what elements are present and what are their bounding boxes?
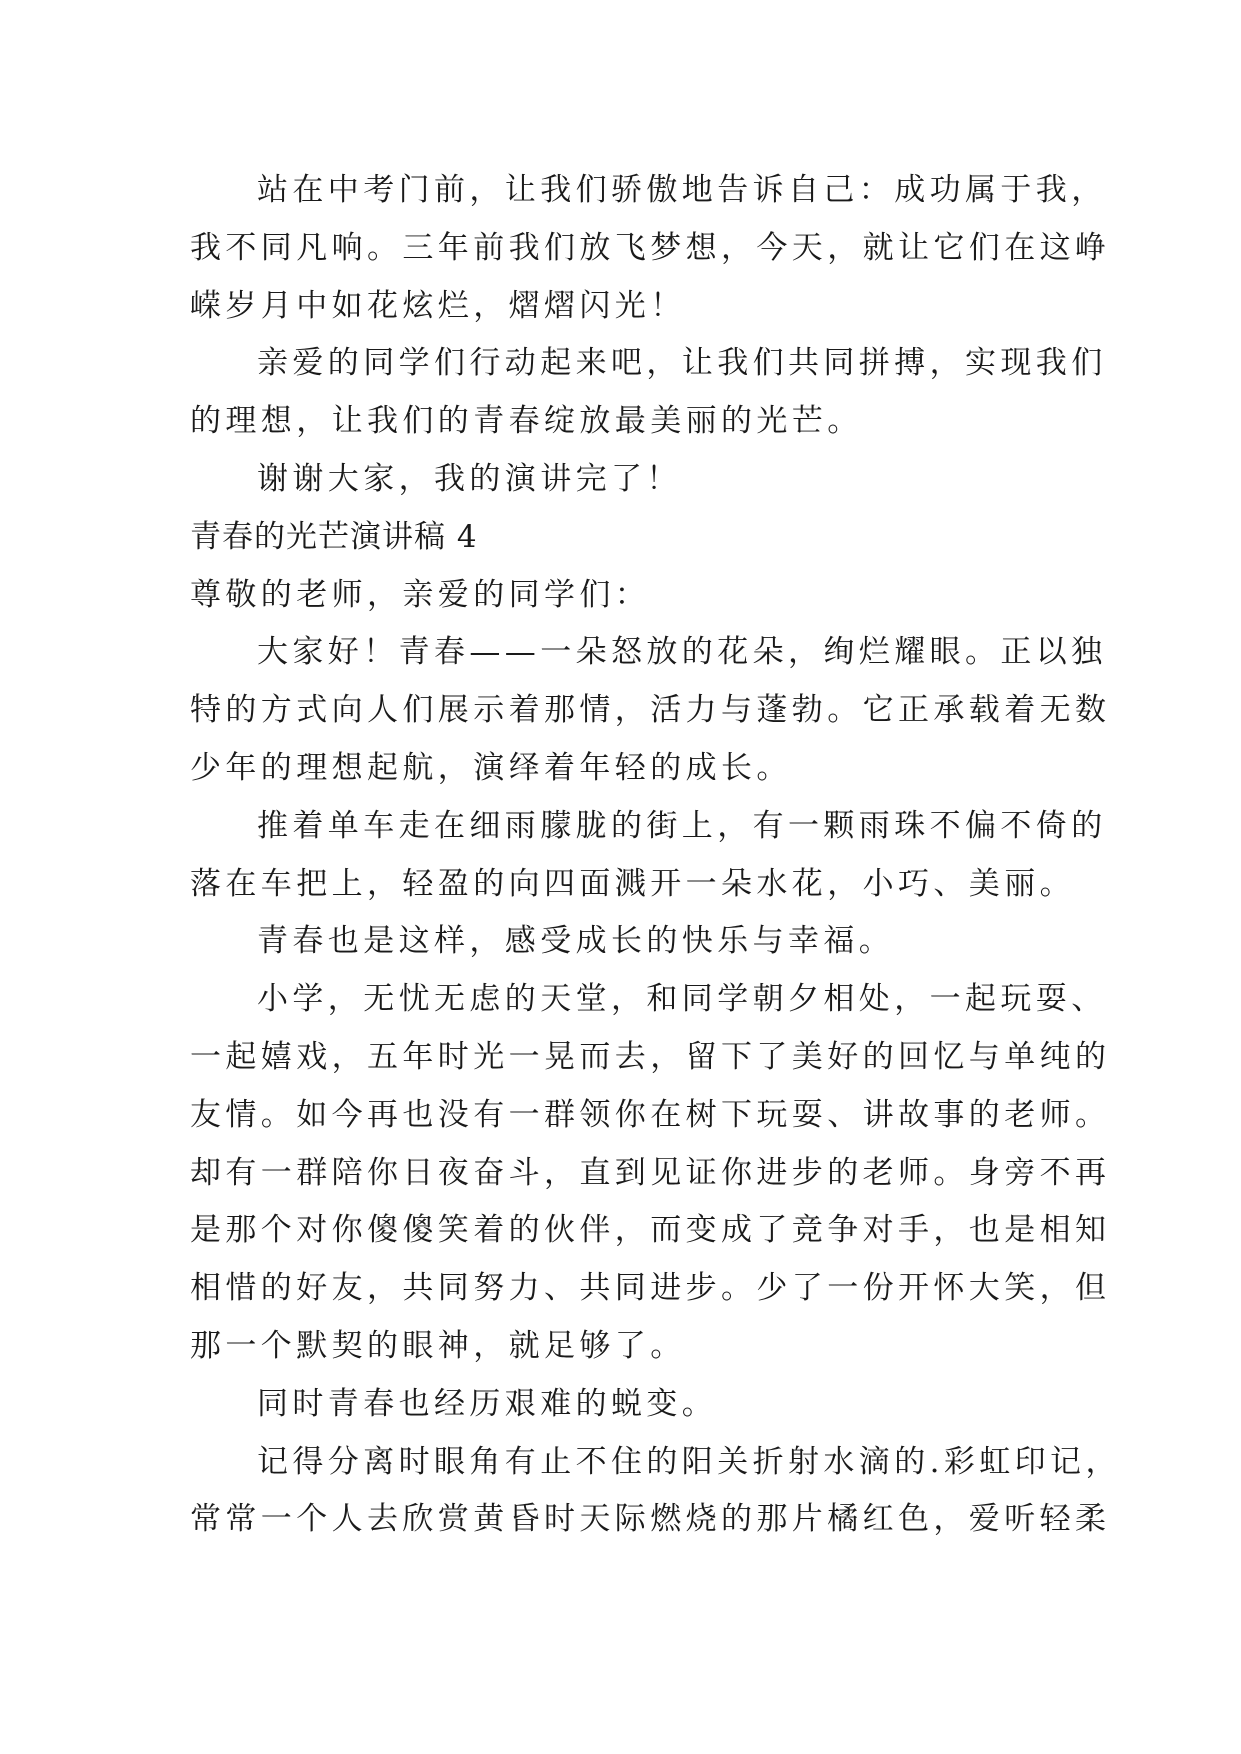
paragraph-line: 谢谢大家，我的演讲完了！ [257,460,682,497]
document-body [190,162,1121,1549]
paragraph-line: 亲爱的同学们行动起来吧，让我们共同拼搏，实现我们 [257,345,1107,382]
paragraph-line: 站在中考门前，让我们骄傲地告诉自己：成功属于我， [257,172,1107,208]
paragraph-line: 那一个默契的眼神，就足够了。 [190,1327,686,1364]
paragraph-line: 特的方式向人们展示着那情，活力与蓬勃。它正承载着无数 [190,692,1111,729]
paragraph-line: 相惜的好友，共同努力、共同进步。少了一份开怀大笑，但 [190,1270,1111,1307]
salutation-line: 尊敬的老师，亲爱的同学们： [190,576,651,613]
paragraph-line: 却有一群陪你日夜奋斗，直到见证你进步的老师。身旁不再 [190,1154,1111,1191]
paragraph-line: 一起嬉戏，五年时光一晃而去，留下了美好的回忆与单纯的 [190,1038,1111,1075]
paragraph-line: 少年的理想起航，演绎着年轻的成长。 [190,749,792,786]
paragraph-line: 是那个对你傻傻笑着的伙伴，而变成了竞争对手，也是相知 [190,1212,1111,1249]
paragraph-line: 嵘岁月中如花炫烂，熠熠闪光！ [190,287,686,324]
paragraph-line: 同时青春也经历艰难的蜕变。 [257,1385,718,1422]
paragraph-line: 我不同凡响。三年前我们放飞梦想，今天，就让它们在这峥 [190,229,1111,266]
paragraph-line: 大家好！青春——一朵怒放的花朵，绚烂耀眼。正以独 [257,634,1107,671]
paragraph-line: 推着单车走在细雨朦胧的街上，有一颗雨珠不偏不倚的 [257,807,1107,844]
paragraph-line: 小学，无忧无虑的天堂，和同学朝夕相处，一起玩耍、 [257,981,1107,1018]
paragraph-line: 友情。如今再也没有一群领你在树下玩耍、讲故事的老师。 [190,1096,1111,1133]
paragraph-line: 青春也是这样，感受成长的快乐与幸福。 [257,923,895,960]
paragraph-line: 的理想，让我们的青春绽放最美丽的光芒。 [190,403,863,440]
section-heading: 青春的光芒演讲稿 4 [190,518,478,555]
paragraph-line: 记得分离时眼角有止不住的阳关折射水滴的.彩虹印记， [257,1443,1121,1480]
paragraph-line: 常常一个人去欣赏黄昏时天际燃烧的那片橘红色，爱听轻柔 [190,1501,1111,1538]
paragraph-line: 落在车把上，轻盈的向四面溅开一朵水花，小巧、美丽。 [190,865,1075,902]
